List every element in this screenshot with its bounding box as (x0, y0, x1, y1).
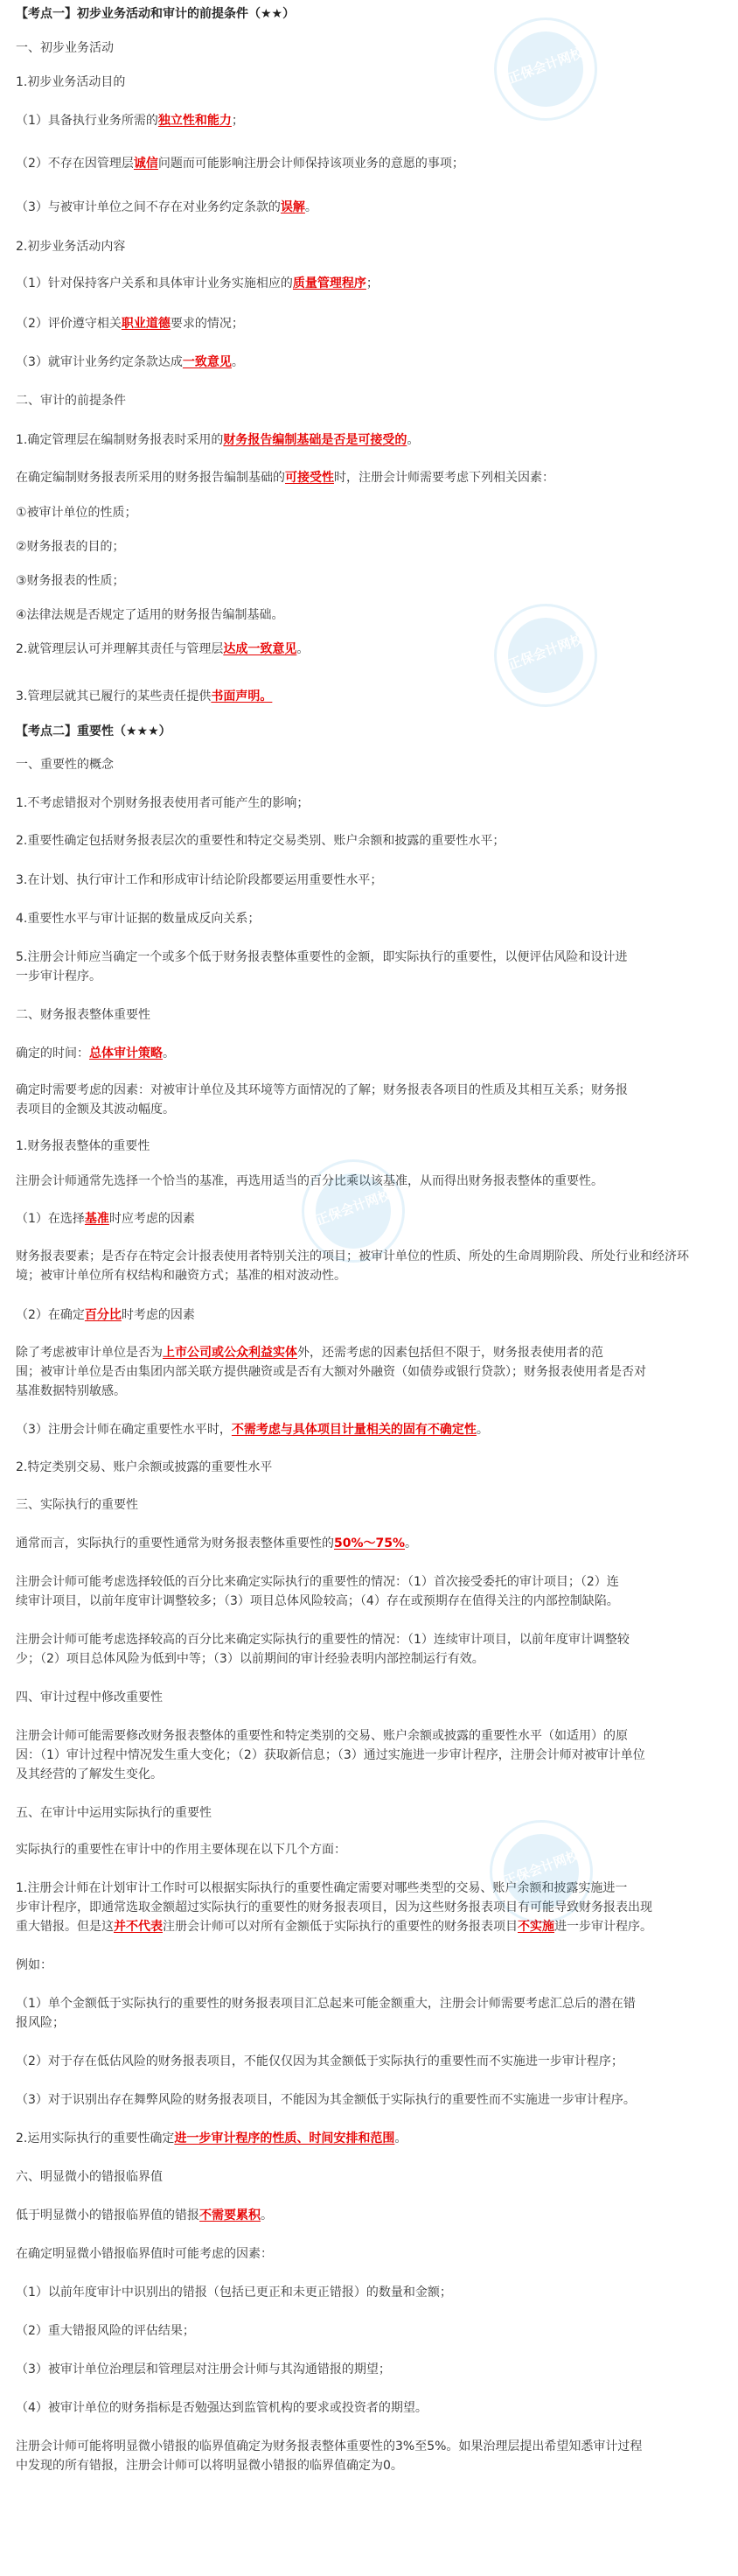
text-run: 4.重要性水平与审计证据的数量成反向关系； (16, 912, 261, 926)
text-run: ②财务报表的目的； (16, 540, 125, 554)
section-heading (16, 5, 722, 23)
text-run: 。 (476, 1423, 489, 1437)
text-run: 一、重要性的概念 (16, 758, 114, 772)
text-line (16, 756, 722, 774)
text-run: 六、明显微小的错报临界值 (16, 2170, 163, 2184)
text-run: 。 (296, 642, 310, 656)
text-run: 注册会计师可能需要修改财务报表整体的重要性和特定类别的交易、账户余额或披露的重要性水平（如适用）的原 (16, 1729, 628, 1743)
text-run: 1.不考虑错报对个别财务报表使用者可能产生的影响； (16, 796, 310, 810)
text-run: ； (231, 114, 244, 128)
text-run: 实际执行的重要性在审计中的作用主要体现在以下几个方面： (16, 1843, 346, 1857)
text-run: 因：（1）审计过程中情况发生重大变化；（2）获取新信息；（3）通过实施进一步审计程序，注册会计师对被审计单位 (16, 1748, 645, 1762)
text-run: 进一步审计程序。 (554, 1920, 652, 1934)
text-run: 四、审计过程中修改重要性 (16, 1690, 163, 1704)
text-run: （1）以前年度审计中识别出的错报（包括已更正和未更正错报）的数量和金额； (16, 2286, 452, 2300)
text-line (16, 2399, 722, 2417)
text-line (16, 1172, 722, 1190)
text-run: 。 (405, 1536, 418, 1550)
text-line (16, 1248, 722, 1265)
text-run: 报风险； (16, 2016, 65, 2030)
text-line (16, 2322, 722, 2340)
watermark-text: 正保会计网校 (505, 45, 586, 87)
key-term-highlight: 不实施 (518, 1920, 554, 1934)
text-run: 问题而可能影响注册会计师保持该项业务的意愿的事项； (157, 157, 464, 171)
key-term-highlight: 财务报告编制基础是否是可接受的 (223, 433, 407, 447)
text-run: 3.管理层就其已履行的某些责任提供 (16, 690, 212, 704)
text-line (16, 2053, 722, 2070)
text-run: 重大错报。但是这 (16, 1920, 114, 1934)
text-line (16, 2245, 722, 2263)
text-line (16, 794, 722, 812)
text-run: （2）不存在因管理层 (16, 157, 134, 171)
text-run: （1）针对保持客户关系和具体审计业务实施相应的 (16, 276, 293, 290)
text-run: 注册会计师可以对所有金额低于实际执行的重要性的财务报表项目 (163, 1920, 518, 1934)
text-line (16, 275, 722, 292)
text-line (16, 504, 722, 522)
text-line (16, 1918, 722, 1936)
text-line (16, 155, 722, 172)
text-run: 。 (394, 2132, 407, 2146)
text-run: 注册会计师可能考虑选择较低的百分比来确定实际执行的重要性的情况：（1）首次接受委托的审计项目；（2）连 (16, 1575, 619, 1589)
key-term-highlight: 诚信 (133, 157, 158, 171)
text-run: 5.注册会计师应当确定一个或多个低于财务报表整体重要性的金额，即实际执行的重要性，以便评估风险和设计进 (16, 950, 628, 964)
text-run: 注册会计师通常先选择一个恰当的基准，再选用适当的百分比乘以该基准，从而得出财务报表整体的重要性。 (16, 1174, 603, 1188)
text-line (16, 1363, 722, 1381)
text-run: 步审计程序，即通常选取金额超过实际执行的重要性的财务报表项目，因为这些财务报表项目有可能导致财务报表出现 (16, 1900, 652, 1914)
text-line (16, 1956, 722, 1974)
text-line (16, 538, 722, 556)
text-run: 在确定编制财务报表所采用的财务报告编制基础的 (16, 471, 285, 485)
text-line (16, 1535, 722, 1552)
text-run: 时考虑的因素 (121, 1308, 195, 1322)
text-line (16, 431, 722, 449)
text-run: 一、初步业务活动 (16, 41, 114, 55)
text-run: 通常而言，实际执行的重要性通常为财务报表整体重要性的 (16, 1536, 334, 1550)
text-run: （4）被审计单位的财务指标是否勉强达到监管机构的要求或投资者的期望。 (16, 2401, 428, 2415)
text-run: ①被审计单位的性质； (16, 506, 137, 520)
text-run: 例如： (16, 1958, 52, 1972)
text-run: 。 (304, 200, 317, 214)
key-term-highlight: 职业道德 (121, 317, 171, 331)
text-line (16, 2014, 722, 2032)
text-run: 【考点二】重要性（★★★） (16, 724, 171, 738)
text-run: 少；（2）项目总体风险为低到中等；（3）以前期间的审计经验表明内部控制运行有效。 (16, 1652, 484, 1666)
text-line (16, 238, 722, 256)
text-run: （3）就审计业务约定条款达成 (16, 355, 183, 369)
key-term-highlight: 可接受性 (285, 471, 334, 485)
text-run: ； (366, 276, 379, 290)
text-run: 基准数据特别敏感。 (16, 1384, 126, 1398)
text-line (16, 872, 722, 889)
text-run: （2）评价遵守相关 (16, 317, 122, 331)
text-run: 三、实际执行的重要性 (16, 1498, 138, 1512)
text-run: 二、财务报表整体重要性 (16, 1008, 150, 1022)
text-line (16, 315, 722, 332)
text-run: （1）单个金额低于实际执行的重要性的财务报表项目汇总起来可能金额重大，注册会计师需要考虑汇总后的潜在错 (16, 1997, 636, 2011)
key-term-highlight: 达成一致意见 (223, 642, 297, 656)
text-line (16, 1101, 722, 1118)
text-line (16, 1306, 722, 1324)
text-run: ③财务报表的性质； (16, 574, 125, 588)
text-run: 一步审计程序。 (16, 970, 101, 984)
text-line (16, 392, 722, 410)
text-line (16, 2091, 722, 2109)
text-line (16, 112, 722, 130)
text-run: （1）具备执行业务所需的 (16, 114, 158, 128)
text-run: 要求的情况； (170, 317, 244, 331)
text-line (16, 1138, 722, 1155)
text-run: 。 (163, 1046, 175, 1060)
text-run: 。 (261, 2208, 273, 2222)
text-run: 2.就管理层认可并理解其责任与管理层 (16, 642, 224, 656)
text-line (16, 1382, 722, 1400)
text-line (16, 39, 722, 57)
text-run: 外，还需考虑的因素包括但不限于，财务报表使用者的范 (297, 1346, 603, 1360)
text-line (16, 1766, 722, 1783)
text-line (16, 1082, 722, 1099)
text-line (16, 1045, 722, 1062)
text-line (16, 2361, 722, 2378)
text-line (16, 910, 722, 928)
text-run: 1.初步业务活动目的 (16, 75, 126, 89)
text-run: 注册会计师可能考虑选择较高的百分比来确定实际执行的重要性的情况：（1）连续审计项目，以前年度审计调整较 (16, 1633, 630, 1647)
text-line (16, 1573, 722, 1591)
text-line (16, 1496, 722, 1514)
text-run: 1.注册会计师在计划审计工作时可以根据实际执行的重要性确定需要对哪些类型的交易、账户余额和披露实施进一 (16, 1881, 628, 1895)
text-run: 二、审计的前提条件 (16, 394, 126, 408)
text-run: 【考点一】初步业务活动和审计的前提条件（★★） (16, 7, 296, 21)
key-term-highlight: 不需考虑与具体项目计量相关的固有不确定性 (231, 1423, 477, 1437)
text-run: 财务报表要素；是否存在特定会计报表使用者特别关注的项目；被审计单位的性质、所处的生命周期阶段、所处行业和经济环 (16, 1250, 689, 1264)
key-term-highlight: 并不代表 (114, 1920, 163, 1934)
section-heading (16, 723, 722, 740)
text-run: 表项目的金额及其波动幅度。 (16, 1102, 175, 1116)
watermark-text: 正保会计网校 (313, 1186, 393, 1228)
key-term-highlight: 一致意见 (182, 355, 232, 369)
text-line (16, 1344, 722, 1362)
text-run: （3）注册会计师在确定重要性水平时， (16, 1423, 232, 1437)
key-term-highlight: 质量管理程序 (292, 276, 366, 290)
watermark-text: 正保会计网校 (501, 1847, 581, 1889)
text-line (16, 1006, 722, 1024)
key-term-highlight: 总体审计策略 (89, 1046, 163, 1060)
text-line (16, 2130, 722, 2147)
text-run: （1）在选择 (16, 1212, 85, 1226)
text-run: （3）被审计单位治理层和管理层对注册会计师与其沟通错报的期望； (16, 2362, 391, 2376)
text-line (16, 1727, 722, 1745)
text-line (16, 1804, 722, 1822)
text-run: （3）对于识别出存在舞弊风险的财务报表项目，不能因为其金额低于实际执行的重要性而不实施进一步审计程序。 (16, 2093, 636, 2107)
text-line (16, 2207, 722, 2224)
text-line (16, 2284, 722, 2301)
key-term-highlight: 上市公司或公众利益实体 (163, 1346, 297, 1360)
text-line (16, 469, 722, 486)
key-term-highlight: 进一步审计程序的性质、时间安排和范围 (174, 2132, 395, 2146)
watermark-text: 正保会计网校 (505, 631, 586, 673)
text-run: 时应考虑的因素 (108, 1212, 195, 1226)
text-line (16, 948, 722, 966)
text-line (16, 1650, 722, 1668)
text-line (16, 354, 722, 371)
text-line (16, 1421, 722, 1438)
text-run: 在确定明显微小错报临界值时可能考虑的因素： (16, 2247, 273, 2261)
text-line (16, 688, 722, 705)
key-term-highlight: 50%～75% (334, 1536, 406, 1550)
text-run: 2.初步业务活动内容 (16, 240, 126, 254)
text-run: 除了考虑被审计单位是否为 (16, 1346, 163, 1360)
key-term-highlight: 书面声明。 (211, 690, 273, 704)
text-line (16, 832, 722, 850)
text-run: 2.重要性确定包括财务报表层次的重要性和特定交易类别、账户余额和披露的重要性水平； (16, 834, 505, 848)
text-line (16, 2168, 722, 2186)
text-line (16, 640, 722, 658)
text-line (16, 606, 722, 624)
text-run: 2.运用实际执行的重要性确定 (16, 2132, 175, 2146)
text-run: 3.在计划、执行审计工作和形成审计结论阶段都要运用重要性水平； (16, 873, 383, 887)
text-line (16, 1689, 722, 1706)
text-line (16, 1995, 722, 2012)
text-run: 2.特定类别交易、账户余额或披露的重要性水平 (16, 1460, 273, 1474)
text-line (16, 2438, 722, 2455)
text-run: （2）在确定 (16, 1308, 85, 1322)
text-run: （2）重大错报风险的评估结果； (16, 2324, 195, 2338)
text-line (16, 1592, 722, 1610)
text-run: 确定的时间： (16, 1046, 89, 1060)
text-run: （3）与被审计单位之间不存在对业务约定条款的 (16, 200, 281, 214)
text-run: ④法律法规是否规定了适用的财务报告编制基础。 (16, 608, 284, 622)
text-run: （2）对于存在低估风险的财务报表项目，不能仅仅因为其金额低于实际执行的重要性而不实施进一步审计程序； (16, 2054, 623, 2068)
text-line (16, 968, 722, 985)
text-line (16, 1267, 722, 1284)
key-term-highlight: 基准 (84, 1212, 109, 1226)
text-line (16, 1459, 722, 1476)
text-run: 。 (407, 433, 420, 447)
text-run: 时，注册会计师需要考虑下列相关因素： (334, 471, 554, 485)
text-run: 1.确定管理层在编制财务报表时采用的 (16, 433, 224, 447)
key-term-highlight: 误解 (280, 200, 305, 214)
text-line (16, 1631, 722, 1648)
text-line (16, 199, 722, 216)
key-term-highlight: 不需要累积 (199, 2208, 261, 2222)
text-run: 及其经营的了解发生变化。 (16, 1768, 163, 1782)
text-run: 低于明显微小的错报临界值的错报 (16, 2208, 199, 2222)
key-term-highlight: 独立性和能力 (157, 114, 232, 128)
text-line (16, 1841, 722, 1858)
text-line (16, 1746, 722, 1764)
text-run: 五、在审计中运用实际执行的重要性 (16, 1806, 212, 1820)
text-run: 。 (231, 355, 244, 369)
text-run: 围；被审计单位是否由集团内部关联方提供融资或是否有大额对外融资（如债券或银行贷款）；财务报表使用者是否对 (16, 1365, 646, 1379)
text-line (16, 74, 722, 91)
text-run: 1.财务报表整体的重要性 (16, 1139, 150, 1153)
text-line (16, 1880, 722, 1897)
text-run: 确定时需要考虑的因素：对被审计单位及其环境等方面情况的了解；财务报表各项目的性质及其相互关系；财务报 (16, 1083, 628, 1097)
text-run: 续审计项目，以前年度审计调整较多；（3）项目总体风险较高；（4）存在或预期存在值得关注的内部控制缺陷。 (16, 1594, 619, 1608)
text-line (16, 2457, 722, 2474)
key-term-highlight: 百分比 (84, 1308, 122, 1322)
text-run: 中发现的所有错报，注册会计师可以将明显微小错报的临界值确定为0。 (16, 2459, 403, 2473)
text-line (16, 1899, 722, 1916)
text-line (16, 1210, 722, 1228)
text-run: 境；被审计单位所有权结构和融资方式；基准的相对波动性。 (16, 1269, 346, 1283)
text-run: 注册会计师可能将明显微小错报的临界值确定为财务报表整体重要性的3%至5%。如果治理层提出希望知悉审计过程 (16, 2440, 643, 2454)
text-line (16, 572, 722, 590)
